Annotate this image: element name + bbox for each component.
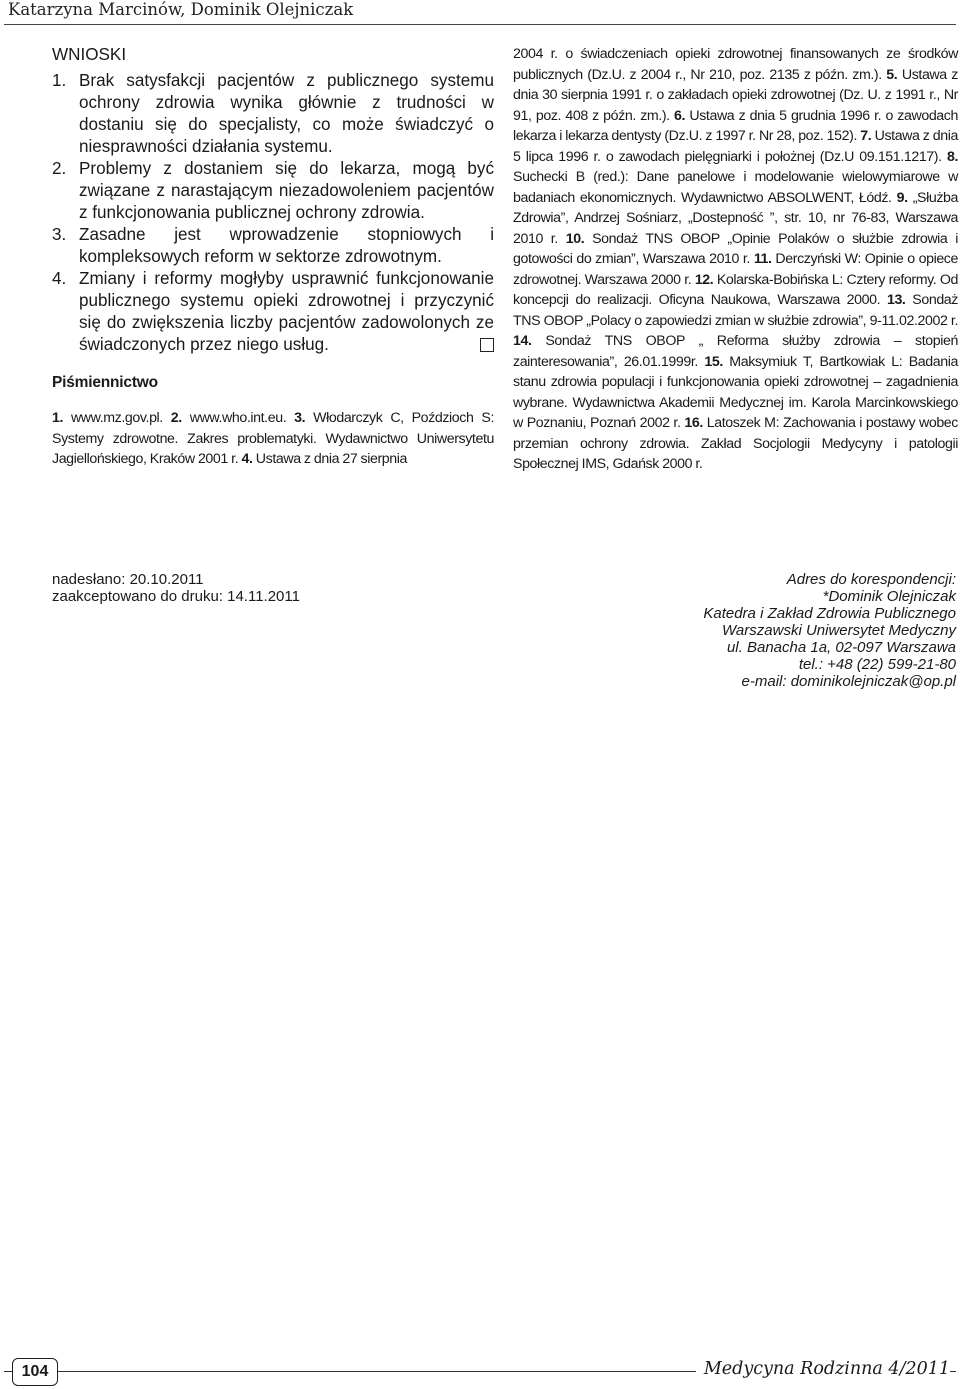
references-title: Piśmiennictwo <box>52 374 158 391</box>
reference-number: 9. <box>896 189 908 206</box>
reference-text: Kolarska-Bobińska L: Cztery reformy. Od koncepcji do realizacji. Oficyna Naukowa, Warszawa 2000. <box>513 271 959 308</box>
reference-text: www.who.int.eu. <box>181 410 295 426</box>
reference-number: 14. <box>513 333 532 349</box>
journal-name: Medycyna Rodzinna 4/2011 <box>696 1359 950 1379</box>
reference-number: 16. <box>684 415 703 431</box>
reference-number: 5. <box>886 66 898 83</box>
reference-number: 12. <box>694 271 714 288</box>
conclusion-item <box>52 70 494 158</box>
left-column <box>52 44 494 470</box>
received-date: nadesłano: 20.10.2011 <box>52 571 204 588</box>
running-head-authors: Katarzyna Marcinów, Dominik Olejniczak <box>8 0 354 19</box>
reference-number: 13. <box>886 292 906 308</box>
correspondence-address <box>556 571 956 690</box>
conclusion-text: Zasadne jest wprowadzenie stopniowych i kompleksowych reform w sektorze zdrowotnym. <box>79 225 494 266</box>
reference-number: 11. <box>753 251 772 267</box>
reference-text: www.mz.gov.pl. <box>63 410 171 426</box>
reference-number: 7. <box>860 128 872 144</box>
reference-number: 6. <box>674 107 686 124</box>
conclusion-text: Brak satysfakcji pacjentów z publicznego systemu ochrony zdrowia wynika głównie z trudności w dostaniu się do specjalisty, co może świadczyć o niesprawności działania systemu. <box>79 71 494 156</box>
correspondence-department: Katedra i Zakład Zdrowia Publicznego <box>703 605 956 622</box>
correspondence-phone: tel.: +48 (22) 599-21-80 <box>798 656 956 673</box>
reference-text: 2004 r. o świadczeniach opieki zdrowotnej finansowanych ze środków publicznych (Dz.U. z 2004 r., Nr 210, poz. 2135 z późn. zm.). <box>513 46 958 83</box>
conclusion-item <box>52 158 494 224</box>
submission-dates <box>52 571 300 605</box>
end-of-article-square-icon <box>480 338 494 352</box>
reference-text: Suchecki B (red.): Dane panelowe i modelowanie wielowymiarowe w badaniach ekonomicznych. Wydawnictwo ABSOLWENT, Łódź. <box>513 169 958 206</box>
conclusions-title: WNIOSKI <box>52 45 127 64</box>
reference-number: 2. <box>170 410 182 426</box>
references-list-right <box>513 44 958 475</box>
reference-number: 4. <box>241 451 253 467</box>
reference-text: Derczyński W: Opinie o opiece zdrowotnej. Warszawa 2000 r. <box>513 251 958 288</box>
correspondence-email: e-mail: dominikolejniczak@op.pl <box>741 673 956 690</box>
reference-text: Sondaż TNS OBOP „Opinie Polaków o służbie zdrowia i gotowości do zmian”, Warszawa 2010 r. <box>513 230 958 267</box>
references-list-left <box>52 408 494 470</box>
reference-text: Sondaż TNS OBOP „Polacy o zapowiedzi zmian w służbie zdrowia”, 9-11.02.2002 r. <box>513 292 958 329</box>
reference-number: 10. <box>565 230 585 247</box>
conclusion-number: 4. <box>52 269 67 288</box>
reference-number: 1. <box>52 410 64 426</box>
conclusion-number: 1. <box>52 71 67 90</box>
page-footer <box>0 1356 960 1388</box>
reference-text: Latoszek M: Zachowania i postawy wobec przemian ochrony zdrowia. Zakład Socjologii Medycyny i patologii Społecznej IMS, Gdańsk 2000 r. <box>513 415 958 472</box>
reference-text: Ustawa z dnia 5 lipca 1996 r. o zawodach pielęgniarki i położnej (Dz.U 09.151.1217). <box>513 128 958 165</box>
conclusion-text: Zmiany i reformy mogłyby usprawnić funkcjonowanie publicznego systemu opieki zdrowotnej i przyczynić się do zwiększenia liczby pacjentów zadowolonych ze świadczonych przez niego usług. <box>79 269 494 354</box>
conclusion-item <box>52 268 494 356</box>
accepted-date: zaakceptowano do druku: 14.11.2011 <box>52 588 300 605</box>
page-number: 104 <box>12 1358 58 1386</box>
reference-number: 15. <box>704 353 723 370</box>
conclusion-number: 3. <box>52 225 67 244</box>
reference-text: Sondaż TNS OBOP „ Reforma służby zdrowia – stopień zainteresowania”, 26.01.1999r. <box>513 333 958 370</box>
conclusion-number: 2. <box>52 159 67 178</box>
reference-text: „Służba Zdrowia”, Andrzej Sośniarz, „Dostepność ”, str. 10, nr 76-83, Warszawa 2010 r. <box>513 189 958 247</box>
reference-text: Ustawa z dnia 27 sierpnia <box>252 451 408 467</box>
reference-number: 8. <box>946 148 958 165</box>
right-column <box>513 44 958 475</box>
conclusion-item <box>52 224 494 268</box>
reference-text: Maksymiuk T, Bartkowiak L: Badania stanu zdrowia populacji i funkcjonowania opieki zdrowotnej – zagadnienia wybrane. Wydawnictwa Akademii Medycznej im. Karola Marcinkowskiego w Poznaniu, Poznań 2002 r. <box>513 353 959 431</box>
reference-text: Ustawa z dnia 5 grudnia 1996 r. o zawodach lekarza i lekarza dentysty (Dz.U. z 1997 r. Nr 28, poz. 152). <box>513 107 958 144</box>
correspondence-university: Warszawski Uniwersytet Medyczny <box>722 622 956 639</box>
correspondence-label: Adres do korespondencji: <box>786 571 956 588</box>
reference-text: Włodarczyk C, Poździoch S: Systemy zdrowotne. Zakres problematyki. Wydawnictwo Uniwersytetu Jagiellońskiego, Kraków 2001 r. <box>52 410 494 467</box>
reference-text: Ustawa z dnia 30 sierpnia 1991 r. o zakładach opieki zdrowotnej (Dz. U. z 1991 r., Nr 91, poz. 408 z późn. zm.). <box>513 66 958 124</box>
reference-number: 3. <box>294 410 306 426</box>
conclusion-text: Problemy z dostaniem się do lekarza, mogą być związane z narastającym niezadowoleniem pacjentów z funkcjonowania publicznej ochrony zdrowia. <box>79 159 494 222</box>
correspondence-name: *Dominik Olejniczak <box>822 588 956 605</box>
correspondence-street: ul. Banacha 1a, 02-097 Warszawa <box>726 639 956 656</box>
header-rule <box>4 24 956 25</box>
